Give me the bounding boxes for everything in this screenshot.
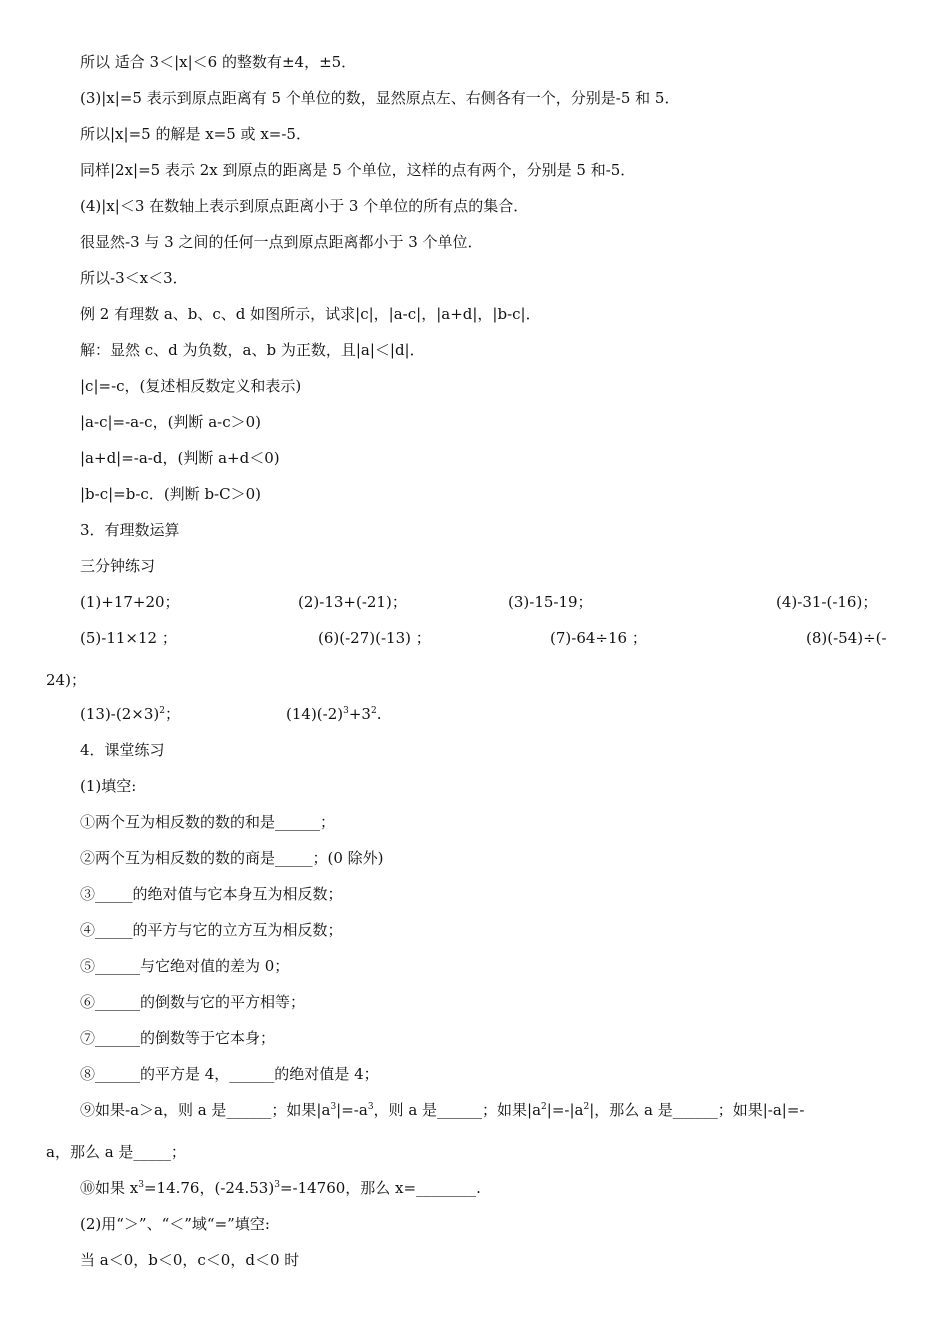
exponent: 3 (367, 1102, 374, 1112)
text-line: 很显然-3 与 3 之间的任何一点到原点距离都小于 3 个单位． (80, 233, 483, 251)
fill-blank-item: ⑧______的平方是 4，______的绝对值是 4； (80, 1065, 379, 1083)
exponent: 2 (541, 1102, 547, 1112)
solution-line: |a-c|=-a-c，(判断 a-c＞0) (80, 413, 261, 431)
text-line: 所以|x|=5 的解是 x=5 或 x=-5． (80, 125, 311, 143)
item-text: |，那么 a 是______；如果|-a|=- (589, 1101, 805, 1119)
exercise-text: . (376, 705, 382, 723)
exercise-item: (4)-31-(-16)； (776, 593, 878, 611)
exponent: 3 (138, 1180, 144, 1190)
item-text: |=-|a (546, 1101, 584, 1119)
exponent: 3 (343, 706, 349, 716)
item-text: |=-a (336, 1101, 368, 1119)
fill-blank-item-10 (80, 1178, 481, 1198)
exercise-text: +3 (348, 705, 371, 723)
exponent: 3 (330, 1102, 337, 1112)
fill-blank-item: ①两个互为相反数的数的和是______； (80, 813, 336, 831)
solution-line: |b-c|=b-c．(判断 b-C＞0) (80, 485, 261, 503)
text-line: 所以 适合 3＜|x|＜6 的整数有±4，±5． (80, 53, 357, 71)
fill-blank-item: ③_____的绝对值与它本身互为相反数； (80, 885, 343, 903)
example-2-heading: 例 2 有理数 a、b、c、d 如图所示，试求|c|，|a-c|，|a+d|，|b-c|． (80, 305, 541, 323)
fill-blank-item: ④_____的平方与它的立方互为相反数； (80, 921, 343, 939)
exercise-wrap: 24)； (46, 671, 86, 689)
item-text: ，则 a 是______；如果|a (373, 1101, 542, 1119)
subsection-heading: (2)用“＞”、“＜”域“=”填空: (80, 1215, 270, 1233)
item-text: =-14760，那么 x=________. (279, 1179, 481, 1197)
text-line: (4)|x|＜3 在数轴上表示到原点距离小于 3 个单位的所有点的集合． (80, 197, 529, 215)
exercise-item: (7)-64÷16 ； (550, 629, 647, 647)
exponent: 2 (583, 1102, 590, 1112)
exercise-item: (2)-13+(-21)； (298, 593, 407, 611)
section-heading: 4．课堂练习 (80, 741, 165, 759)
fill-blank-item: ⑦______的倒数等于它本身； (80, 1029, 276, 1047)
exponent: 2 (370, 706, 377, 716)
exponent: 2 (159, 706, 165, 716)
text-line: (3)|x|=5 表示到原点距离有 5 个单位的数，显然原点左、右侧各有一个，分别是-5 和 5． (80, 89, 680, 107)
fill-blank-item: ②两个互为相反数的数的商是_____；(0 除外) (80, 849, 384, 867)
solution-line: |a+d|=-a-d，(判断 a+d＜0) (80, 449, 280, 467)
exercise-item (80, 704, 180, 724)
exercise-item: (1)+17+20； (80, 593, 180, 611)
fill-blank-item-9 (80, 1100, 804, 1120)
exercise-item: (5)-11×12 ； (80, 629, 177, 647)
fill-blank-item: ⑤______与它绝对值的差为 0； (80, 957, 290, 975)
subsection-heading: (1)填空: (80, 777, 137, 795)
exercise-item: (8)(-54)÷(- (806, 629, 887, 647)
section-heading: 3．有理数运算 (80, 521, 180, 539)
exponent: 3 (274, 1180, 280, 1190)
subsection-heading: 三分钟练习 (80, 557, 156, 575)
exercise-item: (6)(-27)(-13) ； (318, 629, 431, 647)
fill-blank-item: ⑥______的倒数与它的平方相等； (80, 993, 306, 1011)
exercise-text: ； (164, 705, 180, 723)
condition-line: 当 a＜0，b＜0，c＜0，d＜0 时 (80, 1251, 300, 1269)
exercise-item: (3)-15-19； (508, 593, 593, 611)
solution-line: 解：显然 c、d 为负数，a、b 为正数，且|a|＜|d|． (80, 341, 425, 359)
item-text: =14.76，(-24.53) (143, 1179, 275, 1197)
item-text: ⑨如果-a＞a，则 a 是______；如果|a (80, 1101, 331, 1119)
item-text: ⑩如果 x (80, 1179, 139, 1197)
exercise-item (286, 704, 381, 724)
text-line: 所以-3＜x＜3． (80, 269, 188, 287)
exercise-text: (13)-(2×3) (80, 705, 160, 723)
exercise-text: (14)(-2) (286, 705, 344, 723)
fill-blank-item-9-wrap: a，那么 a 是_____； (46, 1143, 186, 1161)
solution-line: |c|=-c，(复述相反数定义和表示) (80, 377, 302, 395)
text-line: 同样|2x|=5 表示 2x 到原点的距离是 5 个单位，这样的点有两个，分别是 5 和-5． (80, 161, 636, 179)
